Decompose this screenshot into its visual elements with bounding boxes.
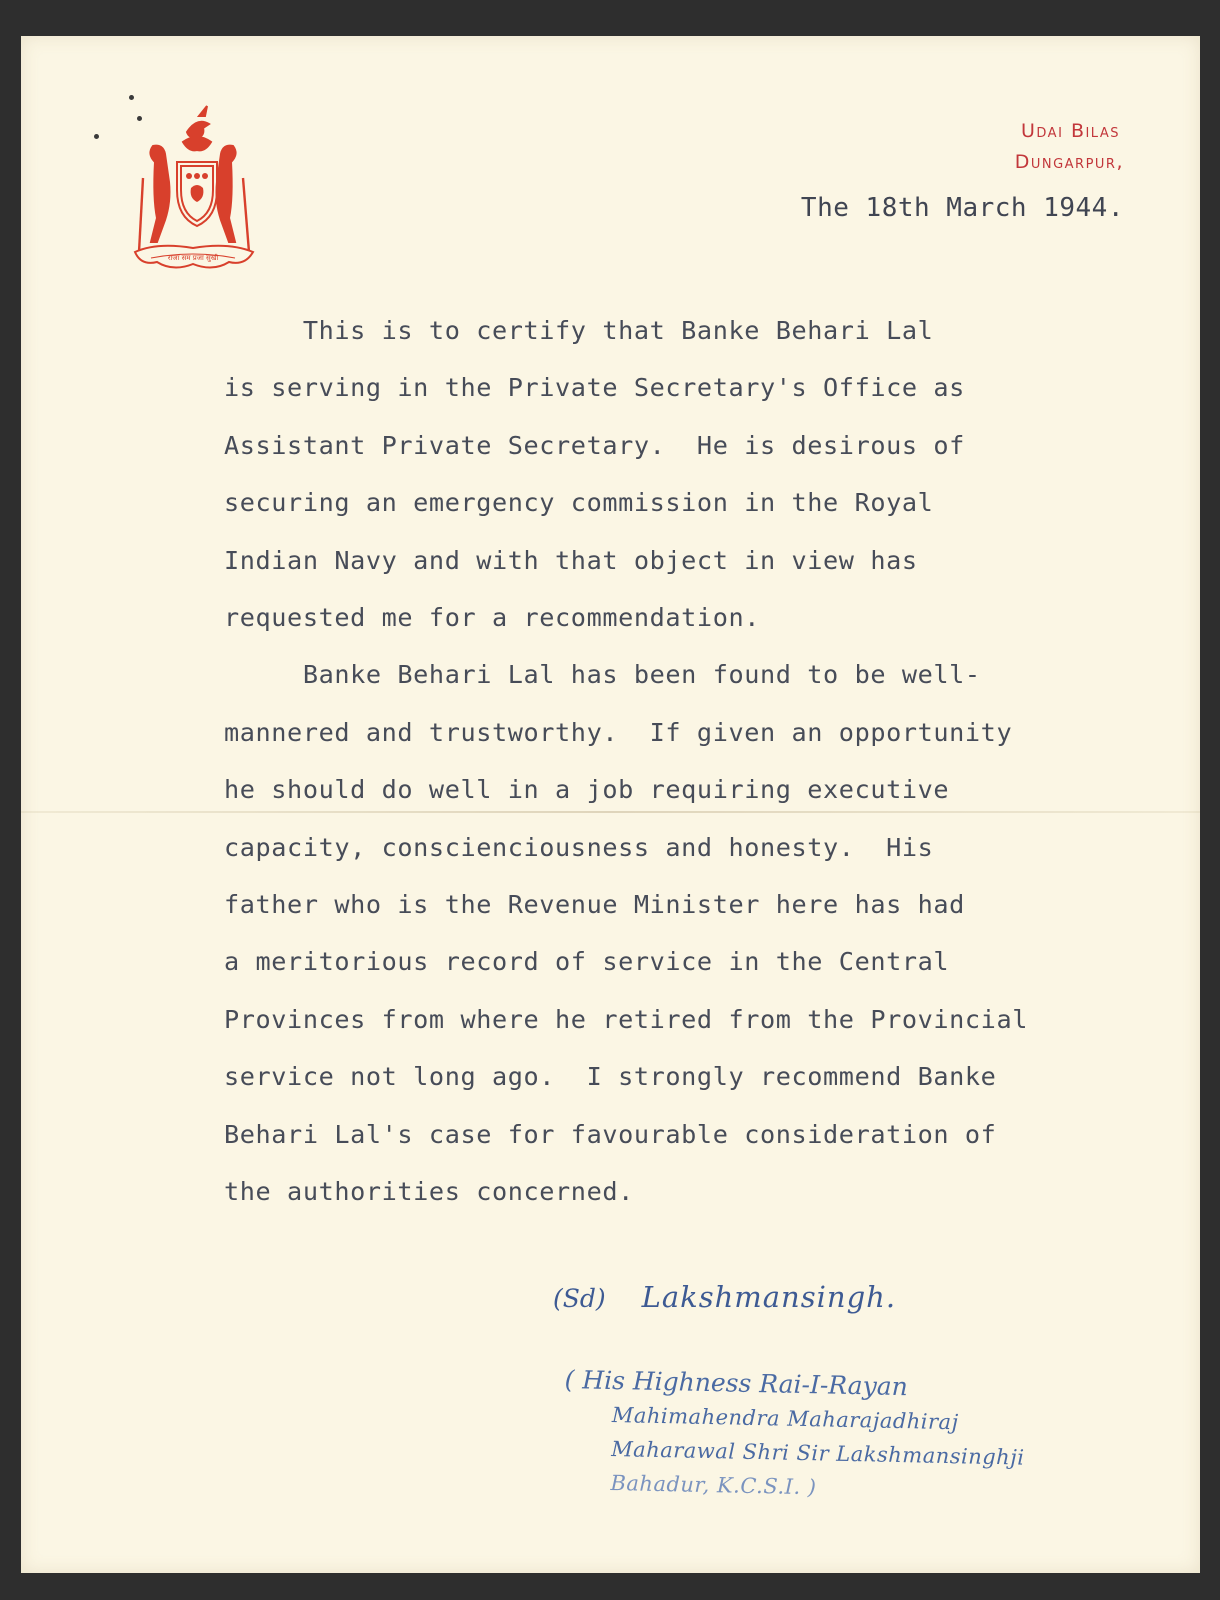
signatory-title-line: Bahadur, K.C.S.I. ) <box>610 1470 817 1500</box>
body-line: Provinces from where he retired from the Provincial <box>224 1004 1028 1034</box>
body-line: service not long ago. I strongly recommend Banke <box>224 1062 997 1092</box>
letterhead-line-2: Dungarpur, <box>1014 151 1124 173</box>
body-line: Indian Navy and with that object in view has <box>224 545 918 575</box>
letterhead-line-1: Udai Bilas <box>1020 120 1120 142</box>
letterhead-address <box>1014 116 1124 178</box>
signatory-title-line: Mahimahendra Maharajadhiraj <box>611 1402 959 1435</box>
punch-hole <box>129 95 134 100</box>
signature-line <box>553 1280 896 1314</box>
signature-name: Lakshmansingh. <box>641 1280 897 1314</box>
body-line: Assistant Private Secretary. He is desirous of <box>224 430 965 460</box>
body-line: father who is the Revenue Minister here has had <box>224 890 965 920</box>
coat-of-arms-crest-icon <box>117 102 269 277</box>
signatory-title <box>562 1363 1155 1511</box>
letter-date: The 18th March 1944. <box>800 193 1124 223</box>
body-line: he should do well in a job requiring executive <box>224 775 950 805</box>
signature-sd: (Sd) <box>553 1284 606 1313</box>
body-line: is serving in the Private Secretary's Office as <box>224 373 965 403</box>
body-line: a meritorious record of service in the Central <box>224 947 950 977</box>
body-line: requested me for a recommendation. <box>224 603 760 633</box>
body-line: This is to certify that Banke Behari Lal <box>224 316 934 345</box>
letter-body <box>224 302 1154 1221</box>
crest-motto: राजा सम प्रजा सुखी <box>167 254 219 262</box>
signatory-title-line: ( His Highness Rai-I-Rayan <box>564 1364 909 1402</box>
body-line: Behari Lal's case for favourable consideration of <box>224 1119 997 1149</box>
body-line: Banke Behari Lal has been found to be well- <box>224 660 981 690</box>
body-line: mannered and trustworthy. If given an opportunity <box>224 717 1013 747</box>
signatory-title-line: Maharawal Shri Sir Lakshmansinghji <box>610 1436 1025 1470</box>
body-line: the authorities concerned. <box>224 1177 634 1207</box>
body-line: securing an emergency commission in the Royal <box>224 488 934 518</box>
punch-hole <box>94 134 99 139</box>
body-line: capacity, conscienciousness and honesty. His <box>224 832 934 862</box>
